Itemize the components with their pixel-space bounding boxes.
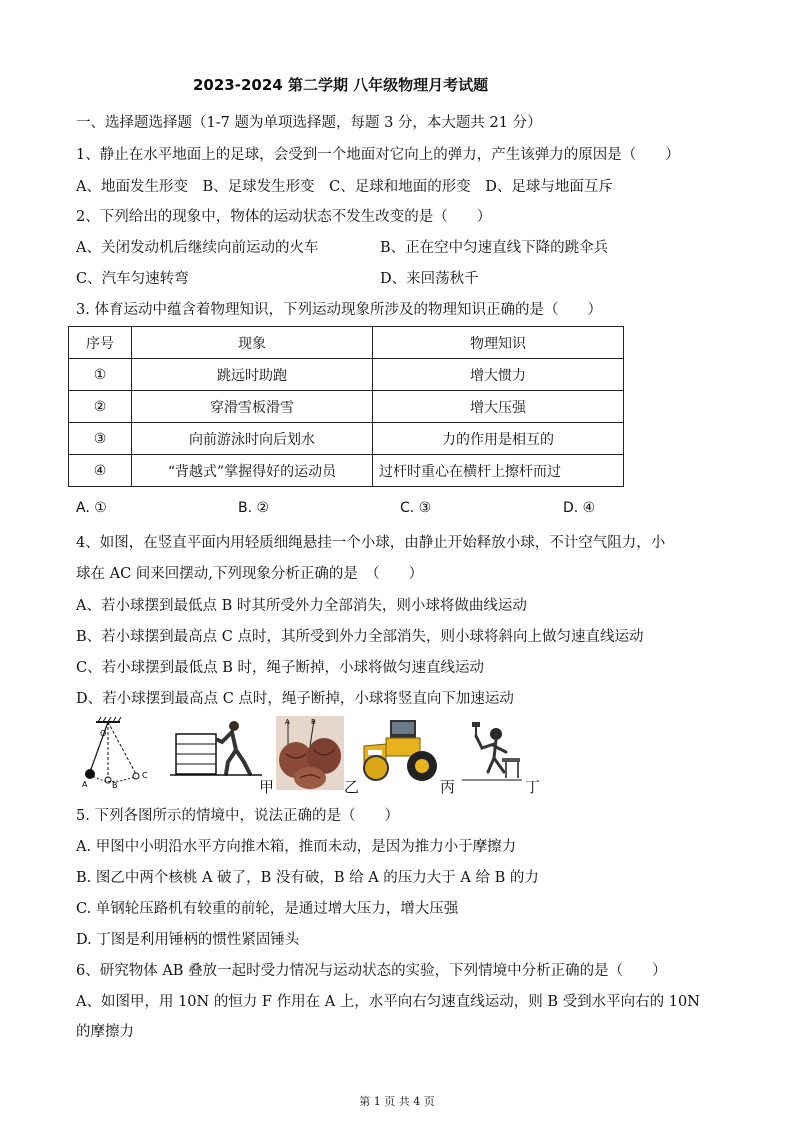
- table-cell: ②: [69, 391, 132, 423]
- q4-option-d: D、若小球摆到最高点 C 点时，绳子断掉，小球将竖直向下加速运动: [76, 691, 514, 707]
- q3-option-c: C. ③: [400, 500, 432, 516]
- section-heading: 一、选择题选择题（1-7 题为单项选择题，每题 3 分，本大题共 21 分）: [76, 115, 542, 131]
- q4-stem-2: 球在 AC 间来回摆动,下列现象分析正确的是 （ ）: [76, 566, 424, 582]
- q4-option-b: B、若小球摆到最高点 C 点时，其所受到外力全部消失，则小球将斜向上做匀速直线运动: [76, 629, 644, 645]
- pendulum-label-b: B: [112, 781, 118, 790]
- table-cell: 力的作用是相互的: [373, 423, 624, 455]
- pendulum-label-o: O: [100, 729, 107, 738]
- q4-option-a: A、若小球摆到最低点 B 时其所受外力全部消失，则小球将做曲线运动: [76, 598, 527, 614]
- pendulum-label-a: A: [82, 780, 88, 789]
- table-row: [69, 391, 624, 423]
- table-cell: 增大惯力: [373, 359, 624, 391]
- figure-label-jia: 甲: [259, 778, 275, 796]
- table-cell: ③: [69, 423, 132, 455]
- figure-label-bing: 丙: [440, 778, 456, 796]
- q3-table: [68, 326, 624, 487]
- page-footer: 第 1 页 共 4 页: [359, 1095, 435, 1108]
- push-box-figure: [170, 718, 262, 780]
- table-cell: 穿滑雪板滑雪: [132, 391, 373, 423]
- figure-label-ding: 丁: [525, 778, 541, 796]
- table-cell: 向前游泳时向后划水: [132, 423, 373, 455]
- q3-option-b: B. ②: [238, 500, 270, 516]
- header-cell: 物理知识: [373, 327, 624, 359]
- hammer-figure: [462, 720, 522, 782]
- q5-option-c: C. 单钢轮压路机有较重的前轮，是通过增大压力，增大压强: [76, 901, 459, 917]
- q2-option-d: D、来回荡秋千: [380, 271, 479, 287]
- table-cell: ④: [69, 455, 132, 487]
- q5-option-b: B. 图乙中两个核桃 A 破了，B 没有破，B 给 A 的压力大于 A 给 B 的力: [76, 870, 539, 886]
- q4-option-c: C、若小球摆到最低点 B 时，绳子断掉，小球将做匀速直线运动: [76, 660, 484, 676]
- q2-option-a: A、关闭发动机后继续向前运动的火车: [76, 240, 319, 256]
- q5-stem: 5. 下列各图所示的情境中，说法正确的是（ ）: [76, 808, 399, 824]
- pendulum-label-c: C: [142, 771, 148, 780]
- page-title: 2023-2024 第二学期 八年级物理月考试题: [193, 76, 489, 94]
- table-row: [69, 455, 624, 487]
- walnut-figure: [276, 716, 344, 790]
- header-cell: 现象: [132, 327, 373, 359]
- pendulum-figure: [74, 716, 160, 790]
- q3-option-a: A. ①: [76, 500, 107, 516]
- table-header-row: [69, 327, 624, 359]
- q5-option-a: A. 甲图中小明沿水平方向推木箱，推而未动，是因为推力小于摩擦力: [76, 839, 517, 855]
- figure-label-yi: 乙: [344, 778, 360, 796]
- q2-stem: 2、下列给出的现象中，物体的运动状态不发生改变的是（ ）: [76, 209, 492, 225]
- table-cell: 过杆时重心在横杆上擦杆而过: [373, 455, 624, 487]
- table-row: [69, 359, 624, 391]
- table-cell: 跳远时助跑: [132, 359, 373, 391]
- q3-stem: 3. 体育运动中蕴含着物理知识，下列运动现象所涉及的物理知识正确的是（ ）: [76, 302, 602, 318]
- table-cell: “背越式”掌握得好的运动员: [132, 455, 373, 487]
- q2-option-b: B、正在空中匀速直线下降的跳伞兵: [380, 240, 609, 256]
- q6-stem: 6、研究物体 AB 叠放一起时受力情况与运动状态的实验，下列情境中分析正确的是（ ）: [76, 963, 667, 979]
- table-row: [69, 423, 624, 455]
- q3-option-d: D. ④: [563, 500, 596, 516]
- q1-stem: 1、静止在水平地面上的足球，会受到一个地面对它向上的弹力，产生该弹力的原因是（ ）: [76, 147, 680, 163]
- walnut-label-a: A: [285, 718, 290, 726]
- q5-option-d: D. 丁图是利用锤柄的惯性紧固锤头: [76, 932, 300, 948]
- table-cell: ①: [69, 359, 132, 391]
- q6-option-a-line1: A、如图甲，用 10N 的恒力 F 作用在 A 上，水平向右匀速直线运动，则 B 受到水平向右的 10N: [76, 994, 700, 1010]
- walnut-label-b: B: [311, 718, 316, 726]
- table-cell: 增大压强: [373, 391, 624, 423]
- q2-option-c: C、汽车匀速转弯: [76, 271, 189, 287]
- q4-stem-1: 4、如图，在竖直平面内用轻质细绳悬挂一个小球，由静止开始释放小球，不计空气阻力，小: [76, 535, 666, 551]
- q1-options: A、地面发生形变 B、足球发生形变 C、足球和地面的形变 D、足球与地面互斥: [76, 179, 613, 195]
- road-roller-figure: [362, 716, 440, 782]
- header-cell: 序号: [69, 327, 132, 359]
- q6-option-a-line2: 的摩擦力: [76, 1024, 134, 1040]
